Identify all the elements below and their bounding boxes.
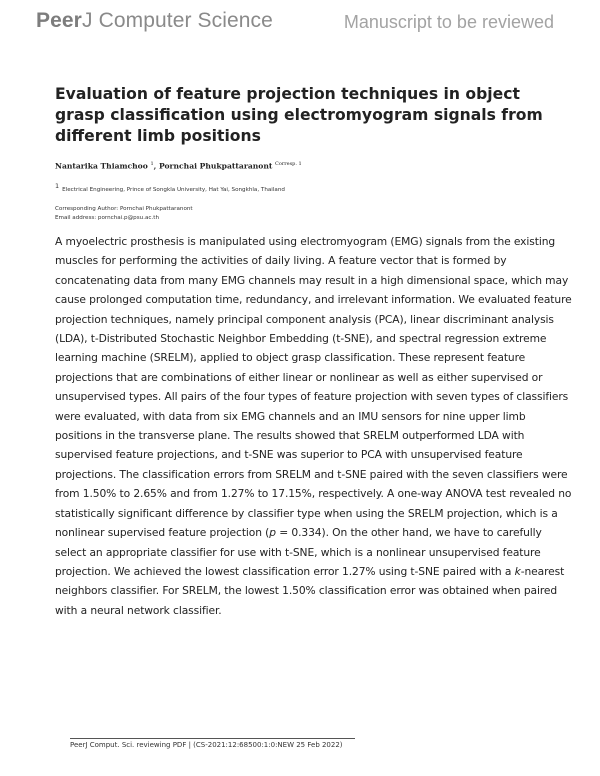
author-list xyxy=(55,161,302,171)
affiliation-text: Electrical Engineering, Prince of Songkla University, Hat Yai, Songkhla, Thailand xyxy=(62,187,285,193)
review-status: Manuscript to be reviewed xyxy=(343,12,554,32)
author-separator: , xyxy=(153,161,157,171)
brand-j: J xyxy=(81,9,93,32)
footer-citation: PeerJ Comput. Sci. reviewing PDF | (CS-2021:12:68500:1:0:NEW 25 Feb 2022) xyxy=(70,741,343,749)
author-2-name: Pornchai Phukpattaranont xyxy=(158,161,273,171)
corresponding-author: Corresponding Author: Pornchai Phukpattaranont xyxy=(55,206,193,212)
footer-divider xyxy=(70,738,355,739)
affiliation-number: 1 xyxy=(55,182,60,190)
author-2-affiliation: Corresp. 1 xyxy=(275,161,302,167)
journal-brand xyxy=(36,9,273,33)
affiliation xyxy=(55,182,285,193)
abstract-part-1: A myoelectric prosthesis is manipulated using electromyogram (EMG) signals from the existing muscles for performing the activities of daily living. A feature vector that is formed by concatenating data from many EMG channels may result in a high dimensional space, which may cause prolonged computation time, redundancy, and irrelevant information. We evaluated feature projection techniques, namely principal component analysis (PCA), linear discriminant analysis (LDA), t-Distributed Stochastic Neighbor Embedding (t-SNE), and spectral regression extreme learning machine (SRELM), applied to object grasp classification. These represent feature projections that are combinations of either linear or nonlinear as well as either supervised or unsupervised types. All pairs of the four types of feature projection with seven types of classifiers were evaluated, with data from six EMG channels and an IMU sensors for nine upper limb positions in the transverse plane. The results showed that SRELM outperformed LDA with supervised feature projections, and t-SNE was superior to PCA with unsupervised feature projections. The classification errors from SRELM and t-SNE paired with the seven classifiers were from 1.50% to 2.65% and from 1.27% to 17.15%, respectively. A one-way ANOVA test revealed no statistically significant difference by classifier type when using the SRELM projection, which is a nonlinear supervised feature projection ( xyxy=(55,235,572,540)
author-1-name: Nantarika Thiamchoo xyxy=(55,161,148,171)
brand-peer: Peer xyxy=(36,9,82,32)
abstract-part-2: = 0.334). On the other hand, we have to carefully select an appropriate classifier for use with t-SNE, which is a nonlinear unsupervised feature projection. We achieved the lowest classification error 1.27% using t-SNE paired with a xyxy=(55,526,542,578)
correspondence xyxy=(55,205,193,223)
author-1-affiliation: 1 xyxy=(150,161,154,167)
paper-title: Evaluation of feature projection techniques in object grasp classification using electromyogram signals from different limb positions xyxy=(55,85,543,145)
abstract xyxy=(55,232,575,620)
brand-journal-name: Computer Science xyxy=(98,9,273,32)
p-symbol: p xyxy=(269,526,276,540)
corresponding-email: Email address: pornchai.p@psu.ac.th xyxy=(55,215,159,221)
k-symbol: k xyxy=(514,564,521,578)
abstract-part-3: -nearest neighbors classifier. For SRELM, the lowest 1.50% classification error was obtained when paired with a neural network classifier. xyxy=(55,564,565,617)
